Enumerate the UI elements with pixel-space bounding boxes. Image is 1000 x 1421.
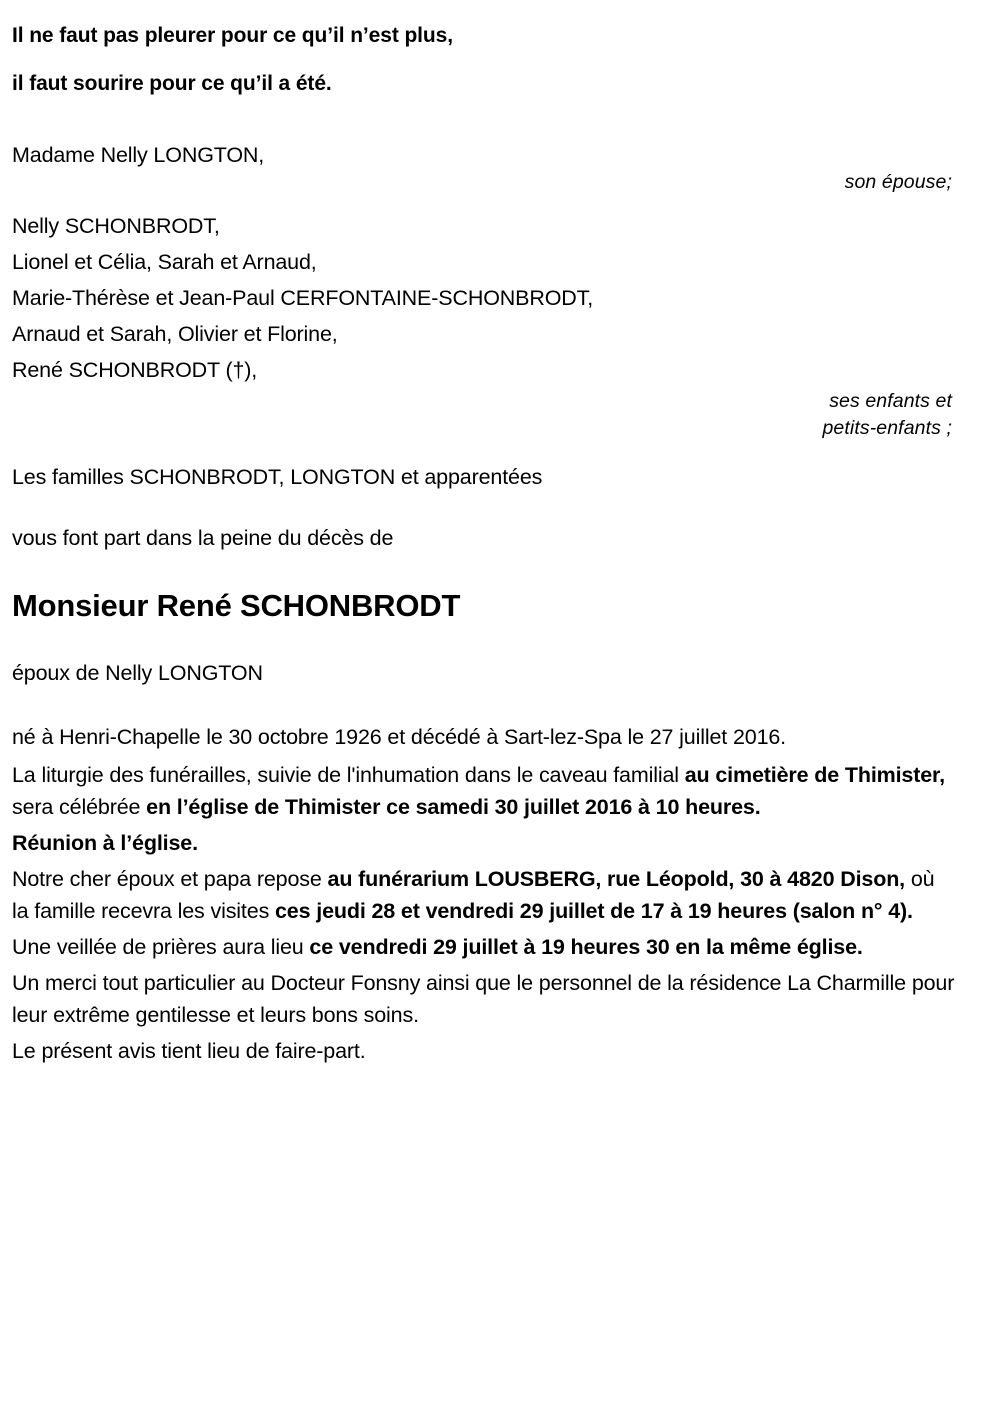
thanks-paragraph: Un merci tout particulier au Docteur Fonsny ainsi que le personnel de la résidence La Charmille pour leur extrême gentilesse et leurs bons soins. [12, 971, 955, 1027]
vigil-datetime-bold: ce vendredi 29 juillet à 19 heures 30 en la même église. [309, 935, 863, 959]
spouse-name: Madame Nelly LONGTON, [12, 143, 265, 167]
child-line: Marie-Thérèse et Jean-Paul CERFONTAINE-SCHONBRODT, [12, 286, 594, 310]
spacer [12, 491, 956, 525]
repose-text-part-1: Notre cher époux et papa repose [12, 867, 328, 891]
memorial-quote [12, 12, 956, 108]
birth-death-paragraph: né à Henri-Chapelle le 30 octobre 1926 et décédé à Sart-lez-Spa le 27 juillet 2016. [12, 725, 787, 749]
liturgy-cemetery-bold: au cimetière de Thimister, [684, 763, 945, 787]
reunion-text: Réunion à l’église. [12, 831, 198, 855]
closing-paragraph: Le présent avis tient lieu de faire-part. [12, 1039, 366, 1063]
announcement-line: vous font part dans la peine du décès de [12, 526, 394, 550]
deceased-spouse-of: époux de Nelly LONGTON [12, 661, 263, 685]
repose-funeral-home-bold: au funérarium LOUSBERG, rue Léopold, 30 à 4820 Dison, [327, 867, 905, 891]
child-line: Arnaud et Sarah, Olivier et Florine, [12, 322, 338, 346]
repose-visiting-hours-bold: ces jeudi 28 et vendredi 29 juillet de 17 à 19 heures (salon n° 4). [275, 899, 913, 923]
child-line-deceased: René SCHONBRODT (†), [12, 358, 258, 382]
children-names-block [12, 208, 956, 388]
spacer [12, 687, 956, 721]
children-relation-note-line-2: petits-enfants ; [822, 417, 952, 439]
child-line: Lionel et Célia, Sarah et Arnaud, [12, 250, 317, 274]
reunion-paragraph [12, 827, 956, 859]
deceased-name: Monsieur René SCHONBRODT [12, 588, 461, 623]
children-relation-note-line-1: ses enfants et [829, 390, 952, 412]
quote-line-1: Il ne faut pas pleurer pour ce qu’il n’est plus, [12, 24, 453, 47]
child-line: Nelly SCHONBRODT, [12, 214, 220, 238]
spacer [12, 442, 956, 464]
families-line: Les familles SCHONBRODT, LONGTON et apparentées [12, 465, 543, 489]
liturgy-paragraph [12, 759, 956, 823]
spouse-relation-note: son épouse; [844, 171, 952, 193]
spouse-block [12, 142, 956, 196]
spacer [12, 626, 956, 660]
vigil-paragraph [12, 931, 956, 963]
spacer [12, 552, 956, 586]
repose-text-part-2: où la famille recevra les visites [12, 867, 935, 923]
spacer [12, 196, 956, 208]
liturgy-text-part-2: sera célébrée [12, 795, 147, 819]
quote-line-2: il faut sourire pour ce qu’il a été. [12, 72, 332, 95]
liturgy-church-datetime-bold: en l’église de Thimister ce samedi 30 juillet 2016 à 10 heures. [146, 795, 761, 819]
vigil-text-part-1: Une veillée de prières aura lieu [12, 935, 310, 959]
liturgy-text-part-1: La liturgie des funérailles, suivie de l'inhumation dans le caveau familial [12, 763, 685, 787]
repose-paragraph [12, 863, 956, 927]
spacer [12, 108, 956, 142]
